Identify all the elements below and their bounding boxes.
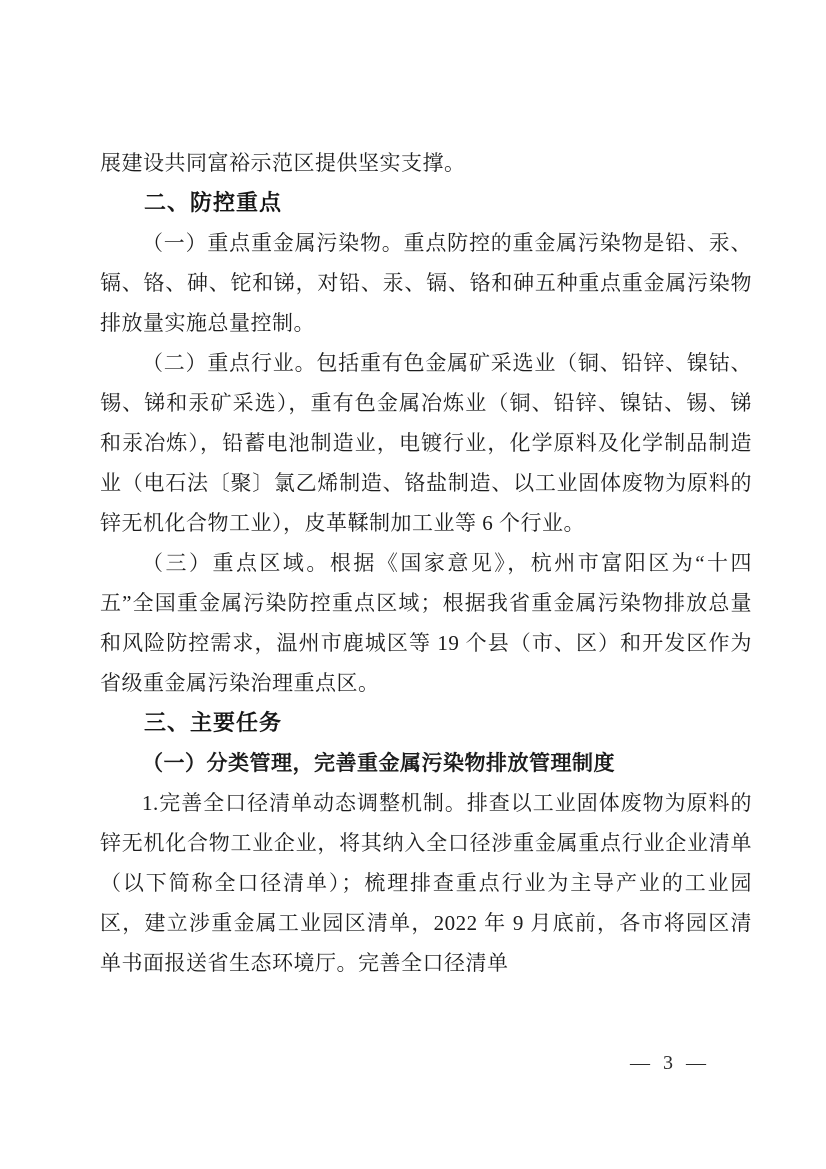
paragraph-key-regions: （三）重点区域。根据《国家意见》，杭州市富阳区为“十四五”全国重金属污染防控重点区域；根据我省重金属污染物排放总量和风险防控需求，温州市鹿城区等 19 个县（市、区）和开发区作为省级重金属污染治理重点区。 <box>100 551 752 695</box>
subsection-heading: （一）分类管理，完善重金属污染物排放管理制度 <box>142 751 615 775</box>
document-body <box>100 143 752 983</box>
paragraph-key-pollutants: （一）重点重金属污染物。重点防控的重金属污染物是铅、汞、镉、铬、砷、铊和锑，对铅、汞、镉、铬和砷五种重点重金属污染物排放量实施总量控制。 <box>100 231 752 335</box>
paragraph-task-1: 1.完善全口径清单动态调整机制。排查以工业固体废物为原料的锌无机化合物工业企业，将其纳入全口径涉重金属重点行业企业清单（以下简称全口径清单）；梳理排查重点行业为主导产业的工业园区，建立涉重金属工业园区清单，2022 年 9 月底前，各市将园区清单书面报送省生态环境厅。完善全口径清单 <box>100 791 752 975</box>
page-number: — 3 — <box>630 1052 710 1074</box>
section-heading-3: 三、主要任务 <box>144 710 283 735</box>
paragraph-continuation: 展建设共同富裕示范区提供坚实支撑。 <box>100 151 466 175</box>
paragraph-key-industries: （二）重点行业。包括重有色金属矿采选业（铜、铅锌、镍钴、锡、锑和汞矿采选），重有色金属冶炼业（铜、铅锌、镍钴、锡、锑和汞冶炼），铅蓄电池制造业，电镀行业，化学原料及化学制品制造业（电石法〔聚〕氯乙烯制造、铬盐制造、以工业固体废物为原料的锌无机化合物工业），皮革鞣制加工业等 6 个行业。 <box>100 351 752 535</box>
section-heading-2: 二、防控重点 <box>144 190 283 215</box>
